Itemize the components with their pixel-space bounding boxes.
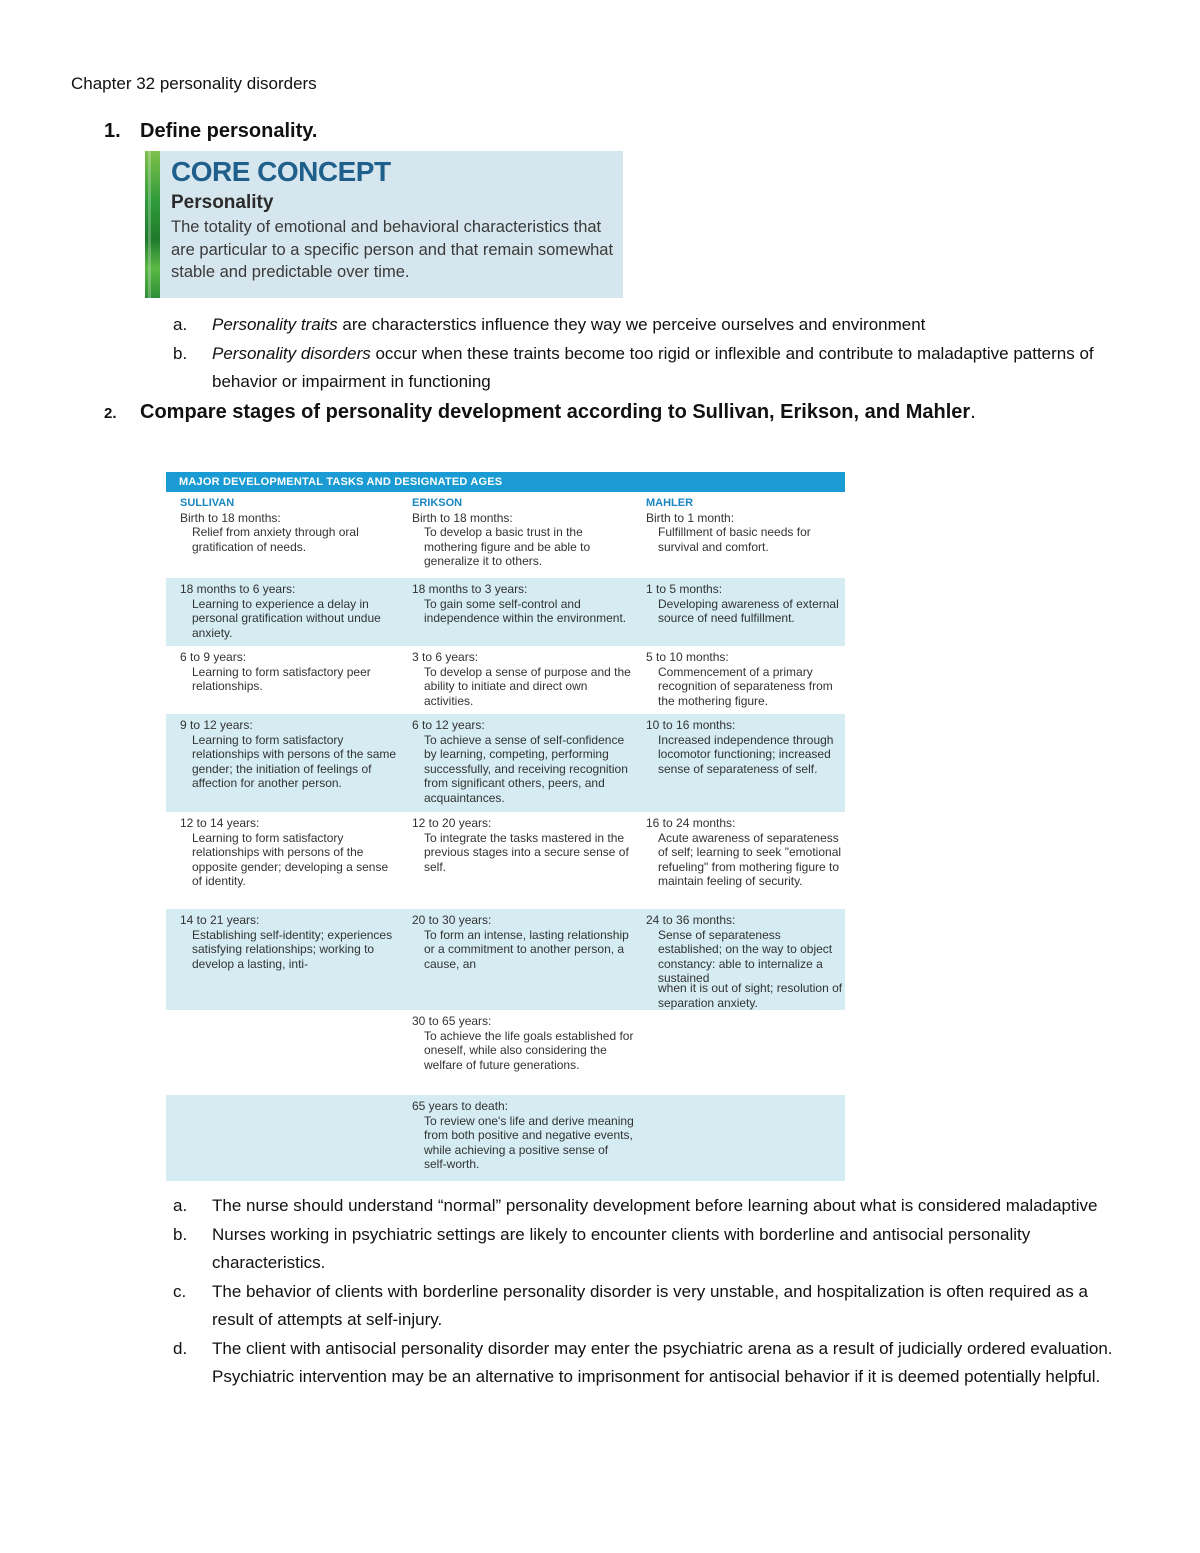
table-row xyxy=(166,578,845,646)
stage-task: Learning to form satisfactory relationships with persons of the opposite gender; developing a sense of identity. xyxy=(192,830,389,888)
stage-task: To review one's life and derive meaning from both positive and negative events, while achieving a positive sense of self-worth. xyxy=(424,1113,634,1171)
question-text: Define personality. xyxy=(140,120,318,142)
table-cell xyxy=(399,578,634,646)
list-letter: a. xyxy=(173,1196,188,1215)
developmental-tasks-table xyxy=(166,472,845,1181)
page-heading: Chapter 32 personality disorders xyxy=(71,74,317,93)
stage-task: Relief from anxiety through oral gratification of needs. xyxy=(192,525,359,554)
table-cell xyxy=(166,909,399,977)
table-row xyxy=(166,646,845,714)
stage-task: when it is out of sight; resolution of separation anxiety. xyxy=(658,981,843,1010)
stage-task: Learning to experience a delay in personal gratification without undue anxiety. xyxy=(192,596,381,640)
question-number: 2. xyxy=(104,405,117,422)
question-1 xyxy=(104,120,317,143)
table-cell xyxy=(399,812,634,909)
stage-task: Learning to form satisfactory relationships with persons of the same gender; the initiation of feelings of affection for another person. xyxy=(192,732,397,790)
personality-notes-list xyxy=(173,311,1117,397)
table-cell xyxy=(634,909,845,985)
list-item xyxy=(173,340,1117,397)
stage-age: 18 months to 3 years: xyxy=(412,582,528,596)
table-cell xyxy=(634,812,845,909)
list-rest: occur when these traints become too rigid or inflexible and contribute to maladaptive patterns of behavior or impairment in functioning xyxy=(212,343,1094,391)
stage-age: 3 to 6 years: xyxy=(412,650,479,664)
stage-task: To develop a sense of purpose and the ability to initiate and direct own activities. xyxy=(424,664,631,708)
table-cell xyxy=(399,714,634,812)
table-row xyxy=(166,977,845,1010)
stage-age: 1 to 5 months: xyxy=(646,582,723,596)
table-cell xyxy=(399,1095,634,1181)
list-term: Personality disorders xyxy=(212,343,371,363)
stage-age: 65 years to death: xyxy=(412,1099,509,1113)
stage-age: 18 months to 6 years: xyxy=(180,582,296,596)
stage-age: 14 to 21 years: xyxy=(180,913,260,927)
stage-age: 12 to 20 years: xyxy=(412,816,492,830)
list-letter: d. xyxy=(173,1338,188,1358)
table-cell xyxy=(634,646,845,714)
nursing-notes-list xyxy=(173,1192,1117,1392)
table-row xyxy=(166,1010,845,1095)
list-item xyxy=(173,1192,1117,1221)
stage-task: Establishing self-identity; experiences satisfying relationships; working to develop a lasting, inti- xyxy=(192,927,393,971)
stage-age: 20 to 30 years: xyxy=(412,913,492,927)
question-number: 1. xyxy=(104,120,121,142)
table-cell xyxy=(399,909,634,977)
list-letter: b. xyxy=(173,343,188,363)
table-cell xyxy=(399,646,634,714)
table-row xyxy=(166,909,845,985)
table-cell xyxy=(399,492,634,578)
list-text: The nurse should understand “normal” personality development before learning about what is considered maladaptive xyxy=(212,1196,1098,1215)
table-cell xyxy=(166,977,399,1010)
stage-task: Fulfillment of basic needs for survival and comfort. xyxy=(658,525,811,554)
stage-task: Increased independence through locomotor functioning; increased sense of separateness of self. xyxy=(658,732,834,776)
table-cell xyxy=(166,578,399,646)
core-concept-title: CORE CONCEPT xyxy=(171,156,391,187)
stage-age: Birth to 18 months: xyxy=(412,510,513,525)
column-heading: MAHLER xyxy=(646,497,694,509)
list-item xyxy=(173,311,1117,340)
table-cell xyxy=(166,1010,399,1095)
core-concept-box xyxy=(145,151,623,298)
list-text xyxy=(212,340,1117,397)
list-rest: are characterstics influence they way we perceive ourselves and environment xyxy=(337,315,926,334)
core-concept-accent-bar xyxy=(145,151,160,298)
stage-age: Birth to 18 months: xyxy=(180,510,281,525)
list-text: Nurses working in psychiatric settings are likely to encounter clients with borderline and antisocial personality characteristics. xyxy=(212,1224,1031,1272)
column-heading: SULLIVAN xyxy=(180,497,235,509)
table-cell xyxy=(166,1095,399,1181)
stage-task: Learning to form satisfactory peer relationships. xyxy=(192,664,371,693)
stage-age: 6 to 9 years: xyxy=(180,650,247,664)
question-text: Compare stages of personality development according to Sullivan, Erikson, and Mahler xyxy=(140,401,971,423)
stage-age: 10 to 16 months: xyxy=(646,718,736,732)
list-text xyxy=(212,311,1117,340)
table-cell xyxy=(634,578,845,646)
question-end: . xyxy=(970,401,976,423)
stage-task: To achieve the life goals established for oneself, while also considering the welfare of future generations. xyxy=(424,1028,634,1072)
table-cell xyxy=(634,492,845,578)
table-row xyxy=(166,714,845,812)
table-cell xyxy=(634,977,845,1010)
stage-task: To form an intense, lasting relationship or a commitment to another person, a cause, an xyxy=(424,927,629,971)
list-letter: c. xyxy=(173,1281,187,1301)
stage-task: Developing awareness of external source of need fulfillment. xyxy=(658,596,839,625)
stage-age: 30 to 65 years: xyxy=(412,1014,492,1028)
stage-age: 6 to 12 years: xyxy=(412,718,485,732)
stage-age: 16 to 24 months: xyxy=(646,816,736,830)
table-row xyxy=(166,1095,845,1181)
list-text: The behavior of clients with borderline personality disorder is very unstable, and hospitalization is often required as a result of attempts at self-injury. xyxy=(212,1281,1088,1329)
stage-task: Commencement of a primary recognition of separateness from the mothering figure. xyxy=(658,664,833,708)
list-item xyxy=(173,1221,1117,1278)
column-heading: ERIKSON xyxy=(412,497,463,509)
stage-age: 5 to 10 months: xyxy=(646,650,729,664)
table-cell xyxy=(634,1010,845,1095)
list-item xyxy=(173,1335,1117,1392)
table-cell xyxy=(166,812,399,909)
table-row xyxy=(166,812,845,909)
core-concept-subtitle: Personality xyxy=(171,192,274,213)
stage-age: 24 to 36 months: xyxy=(646,913,736,927)
table-header: MAJOR DEVELOPMENTAL TASKS AND DESIGNATED AGES xyxy=(166,472,845,492)
list-item xyxy=(173,1278,1117,1335)
stage-task: Acute awareness of separateness of self; learning to seek "emotional refueling" from mothering figure to maintain feeling of security. xyxy=(658,830,842,888)
table-row xyxy=(166,492,845,578)
list-text: The client with antisocial personality disorder may enter the psychiatric arena as a result of judicially ordered evaluation. Psychiatric intervention may be an alternative to imprisonment for antisocial behavior if it is deemed potentially helpful. xyxy=(212,1338,1113,1386)
stage-age: 9 to 12 years: xyxy=(180,718,253,732)
list-letter: a. xyxy=(173,315,188,334)
table-cell xyxy=(634,714,845,812)
table-cell xyxy=(166,714,399,812)
core-concept-definition: The totality of emotional and behavioral characteristics that are particular to a specific person and that remain somewhat stable and predictable over time. xyxy=(171,218,614,281)
table-cell xyxy=(634,1095,845,1181)
table-cell xyxy=(166,492,399,578)
stage-task: To achieve a sense of self-confidence by learning, competing, performing successfully, and receiving recognition from significant others, peers, and acquaintances. xyxy=(424,732,628,805)
stage-task: To integrate the tasks mastered in the previous stages into a secure sense of self. xyxy=(424,830,629,874)
stage-task: To gain some self-control and independence within the environment. xyxy=(424,596,627,625)
list-letter: b. xyxy=(173,1224,188,1244)
list-term: Personality traits xyxy=(212,315,338,334)
question-2 xyxy=(104,401,976,424)
stage-task: Sense of separateness established; on the way to object constancy: able to internalize a sustained xyxy=(658,927,833,985)
table-cell xyxy=(166,646,399,714)
table-cell xyxy=(399,1010,634,1095)
stage-age: Birth to 1 month: xyxy=(646,510,735,525)
table-cell xyxy=(399,977,634,1010)
stage-age: 12 to 14 years: xyxy=(180,816,260,830)
stage-task: To develop a basic trust in the mothering figure and be able to generalize it to others. xyxy=(424,525,591,568)
